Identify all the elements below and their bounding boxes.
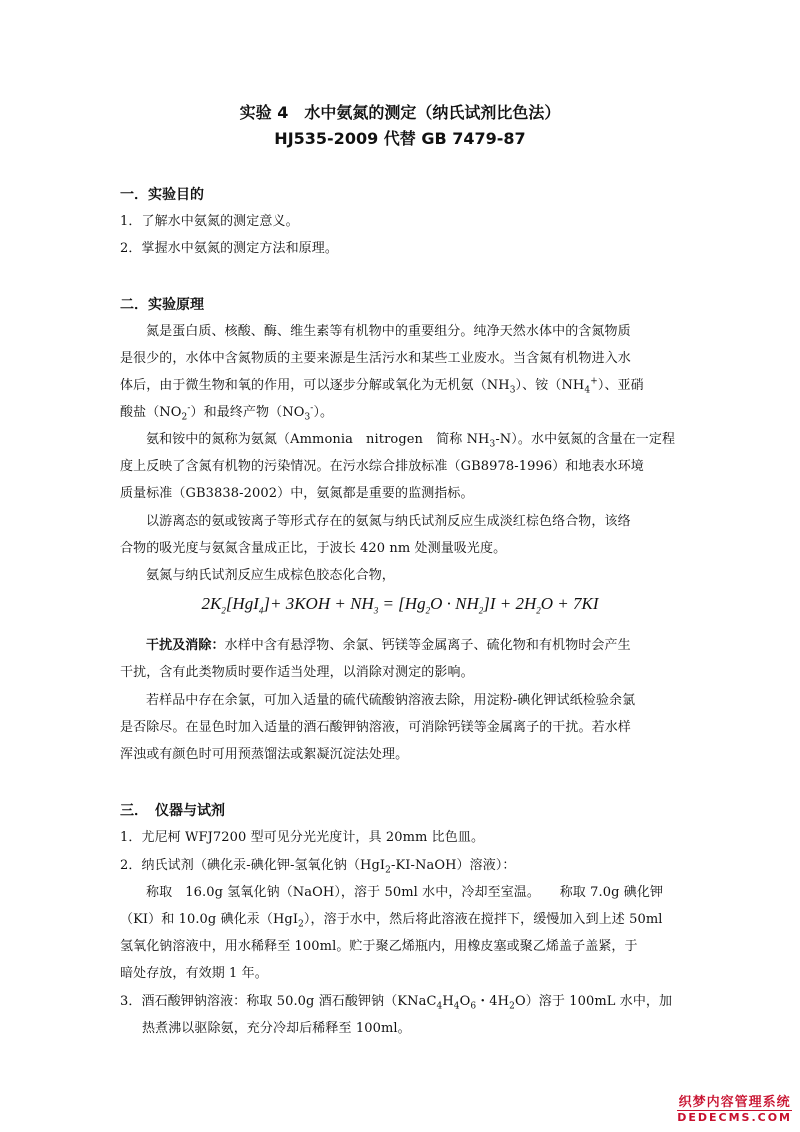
principle-p4: 氨氮与纳氏试剂反应生成棕色胶态化合物， bbox=[146, 568, 395, 583]
instrument-item-2: 2．纳氏试剂（碘化汞-碘化钾-氢氧化钠（HgI$_2$-KI-NaOH）溶液）： bbox=[120, 858, 516, 876]
section-heading-principle: 二．实验原理 bbox=[120, 297, 204, 313]
purpose-item-1: 1．了解水中氨氮的测定意义。 bbox=[120, 214, 299, 229]
interference-line1: 干扰及消除：水样中含有悬浮物、余氯、钙镁等金属离子、硫化物和有机物时会产生 bbox=[146, 638, 631, 653]
principle-p1-line3: 体后，由于微生物和氧的作用，可以逐步分解或氧化为无机氨$(NH_3)$、铵$(NH_4^+)$、亚硝 bbox=[120, 376, 644, 396]
interference-label: 干扰及消除： bbox=[146, 638, 225, 653]
principle-p2-line2: 度上反映了含氮有机物的污染情况。在污水综合排放标准（GB8978-1996）和地表水环境 bbox=[120, 459, 644, 474]
principle-p1-line1: 氮是蛋白质、核酸、酶、维生素等有机物中的重要组分。纯净天然水体中的含氮物质 bbox=[146, 324, 631, 339]
reagent-prep-line1: 称取 16.0g 氢氧化钠（NaOH），溶于 50ml 水中，冷却至室温。 称取 7.0g 碘化钾 bbox=[146, 885, 664, 900]
principle-p5-line1: 若样品中存在余氯，可加入适量的硫代硫酸钠溶液去除，用淀粉-碘化钾试纸检验余氯 bbox=[146, 693, 636, 708]
interference-line2: 干扰，含有此类物质时要作适当处理，以消除对测定的影响。 bbox=[120, 665, 474, 680]
principle-p5-line2: 是否除尽。在显色时加入适量的酒石酸钾钠溶液，可消除钙镁等金属离子的干扰。若水样 bbox=[120, 720, 631, 735]
principle-p5-line3: 浑浊或有颜色时可用预蒸馏法或絮凝沉淀法处理。 bbox=[120, 747, 409, 762]
watermark-line1: 织梦内容管理系统 bbox=[678, 1095, 791, 1110]
principle-p2-line3: 质量标准（GB3838-2002）中，氨氮都是重要的监测指标。 bbox=[120, 486, 474, 501]
principle-p3-line1: 以游离态的氨或铵离子等形式存在的氨氮与纳氏试剂反应生成淡红棕色络合物，该络 bbox=[146, 514, 631, 529]
reagent-prep-line3: 氢氧化钠溶液中，用水稀释至 100ml。贮于聚乙烯瓶内，用橡皮塞或聚乙烯盖子盖紧，于 bbox=[120, 939, 638, 954]
section-heading-instruments: 三． 仪器与试剂 bbox=[120, 803, 225, 819]
purpose-item-2: 2．掌握水中氨氮的测定方法和原理。 bbox=[120, 241, 338, 256]
principle-p1-line4: 酸盐$(NO_2^-)$和最终产物$(NO_3^-)$。 bbox=[120, 403, 334, 423]
watermark-line2: DEDECMS.COM bbox=[677, 1111, 792, 1124]
watermark-logo bbox=[677, 1091, 792, 1124]
page-title: 实验 4 水中氨氮的测定（纳氏试剂比色法） bbox=[239, 103, 561, 122]
principle-p2-line1: 氨和铵中的氮称为氨氮（Ammonia nitrogen 简称 $NH_3-N$）。水中氨氮的含量在一定程 bbox=[146, 432, 676, 450]
instrument-item-3-cont: 热煮沸以驱除氨，充分冷却后稀释至 100ml。 bbox=[142, 1021, 411, 1036]
instrument-item-3: 3．酒石酸钾钠溶液：称取 50.0g 酒石酸钾钠（$KNaC_4H_4O_6$・$4H_2O$）溶于 100mL 水中，加 bbox=[120, 994, 673, 1012]
section-heading-purpose: 一．实验目的 bbox=[120, 187, 204, 203]
principle-p3-line2: 合物的吸光度与氨氮含量成正比，于波长 420 nm 处测量吸光度。 bbox=[120, 541, 507, 556]
reagent-prep-line4: 暗处存放，有效期 1 年。 bbox=[120, 966, 268, 981]
reaction-equation: $2K_2[HgI_4]+ 3KOH + NH_3 = [Hg_2O \cdot NH_2]I + 2H_2O + 7KI$ bbox=[201, 594, 599, 616]
instrument-item-1: 1．尤尼柯 WFJ7200 型可见分光光度计，具 20mm 比色皿。 bbox=[120, 830, 485, 845]
page-subtitle: HJ535-2009 代替 GB 7479-87 bbox=[274, 129, 526, 148]
principle-p1-line2: 是很少的，水体中含氮物质的主要来源是生活污水和某些工业废水。当含氮有机物进入水 bbox=[120, 351, 631, 366]
reagent-prep-line2: （KI）和 10.0g 碘化汞（HgI$_2$），溶于水中，然后将此溶液在搅拌下，缓慢加入到上述 50ml bbox=[120, 912, 663, 930]
